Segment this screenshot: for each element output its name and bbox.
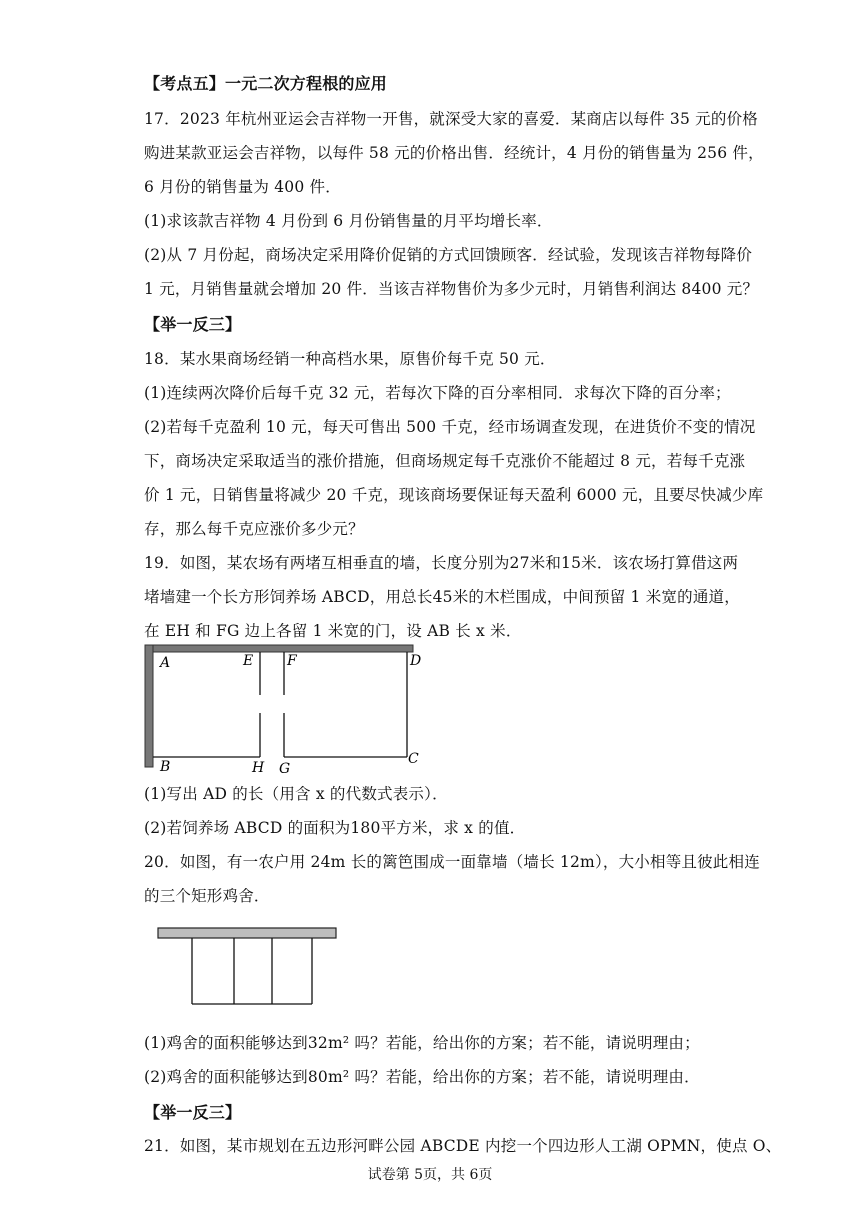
label-g: G — [279, 761, 291, 777]
q20-part2: (2)鸡舍的面积能够达到80m² 吗？若能，给出你的方案；若不能，请说明理由． — [144, 1068, 700, 1086]
q19-line2: 堵墙建一个长方形饲养场 ABCD，用总长45米的木栏围成，中间预留 1 米宽的通道， — [144, 588, 740, 606]
q19-figure — [140, 643, 440, 777]
label-f: F — [287, 653, 297, 669]
q20-line2: 的三个矩形鸡舍． — [144, 887, 270, 905]
label-c: C — [408, 751, 419, 767]
q20-figure — [156, 926, 346, 1006]
q19-part2: (2)若饲养场 ABCD 的面积为180平方米，求 x 的值． — [144, 819, 526, 837]
q18-line1: 18．某水果商场经销一种高档水果，原售价每千克 50 元． — [144, 350, 556, 368]
practice-title: 【举一反三】 — [144, 315, 242, 334]
practice-title-2: 【举一反三】 — [144, 1103, 242, 1122]
label-a: A — [160, 655, 171, 671]
q18-part2-line2: 下，商场决定采取适当的涨价措施，但商场规定每千克涨价不能超过 8 元，若每千克涨 — [144, 452, 746, 470]
q17-part2-line2: 1 元，月销售量就会增加 20 件．当该吉祥物售价为多少元时，月销售利润达 8400 元？ — [144, 280, 759, 298]
q18-part2-line1: (2)若每千克盈利 10 元，每天可售出 500 千克，经市场调查发现，在进货价不变的情况 — [144, 418, 756, 436]
label-b: B — [160, 759, 171, 775]
page-footer: 试卷第 5页，共 6页 — [367, 1167, 493, 1183]
q20-part1: (1)鸡舍的面积能够达到32m² 吗？若能，给出你的方案；若不能，请说明理由； — [144, 1034, 700, 1052]
q18-part1: (1)连续两次降价后每千克 32 元，若每次下降的百分率相同．求每次下降的百分率； — [144, 384, 731, 402]
label-d: D — [410, 653, 422, 669]
q18-part2-line3: 价 1 元，日销售量将减少 20 千克，现该商场要保证每天盈利 6000 元，且要尽快减少库 — [144, 486, 764, 504]
q17-line3: 6 月份的销售量为 400 件． — [144, 178, 341, 196]
q18-part2-line4: 存，那么每千克应涨价多少元？ — [144, 520, 364, 538]
wall-left — [145, 645, 153, 767]
q21-line1: 21．如图，某市规划在五边形河畔公园 ABCDE 内挖一个四边形人工湖 OPMN，使点 O、 — [144, 1137, 782, 1155]
q17-part1: (1)求该款吉祥物 4 月份到 6 月份销售量的月平均增长率． — [144, 212, 553, 230]
label-h: H — [252, 760, 265, 776]
q17-part2-line1: (2)从 7 月份起，商场决定采用降价促销的方式回馈顾客．经试验，发现该吉祥物每降价 — [144, 246, 753, 264]
section-title: 【考点五】一元二次方程根的应用 — [144, 74, 388, 93]
q17-line1: 17．2023 年杭州亚运会吉祥物一开售，就深受大家的喜爱．某商店以每件 35 元的价格 — [144, 110, 758, 128]
label-e: E — [243, 653, 254, 669]
q19-line1: 19．如图，某农场有两堵互相垂直的墙，长度分别为27米和15米．该农场打算借这两 — [144, 554, 739, 572]
q19-line3: 在 EH 和 FG 边上各留 1 米宽的门，设 AB 长 x 米． — [144, 622, 522, 640]
q20-line1: 20．如图，有一农户用 24m 长的篱笆围成一面靠墙（墙长 12m），大小相等且彼此相连 — [144, 853, 760, 871]
wall-top — [145, 645, 413, 652]
q20-wall — [158, 928, 336, 938]
q19-part1: (1)写出 AD 的长（用含 x 的代数式表示）． — [144, 785, 448, 803]
q17-line2: 购进某款亚运会吉祥物，以每件 58 元的价格出售．经统计，4 月份的销售量为 256 件， — [144, 144, 764, 162]
